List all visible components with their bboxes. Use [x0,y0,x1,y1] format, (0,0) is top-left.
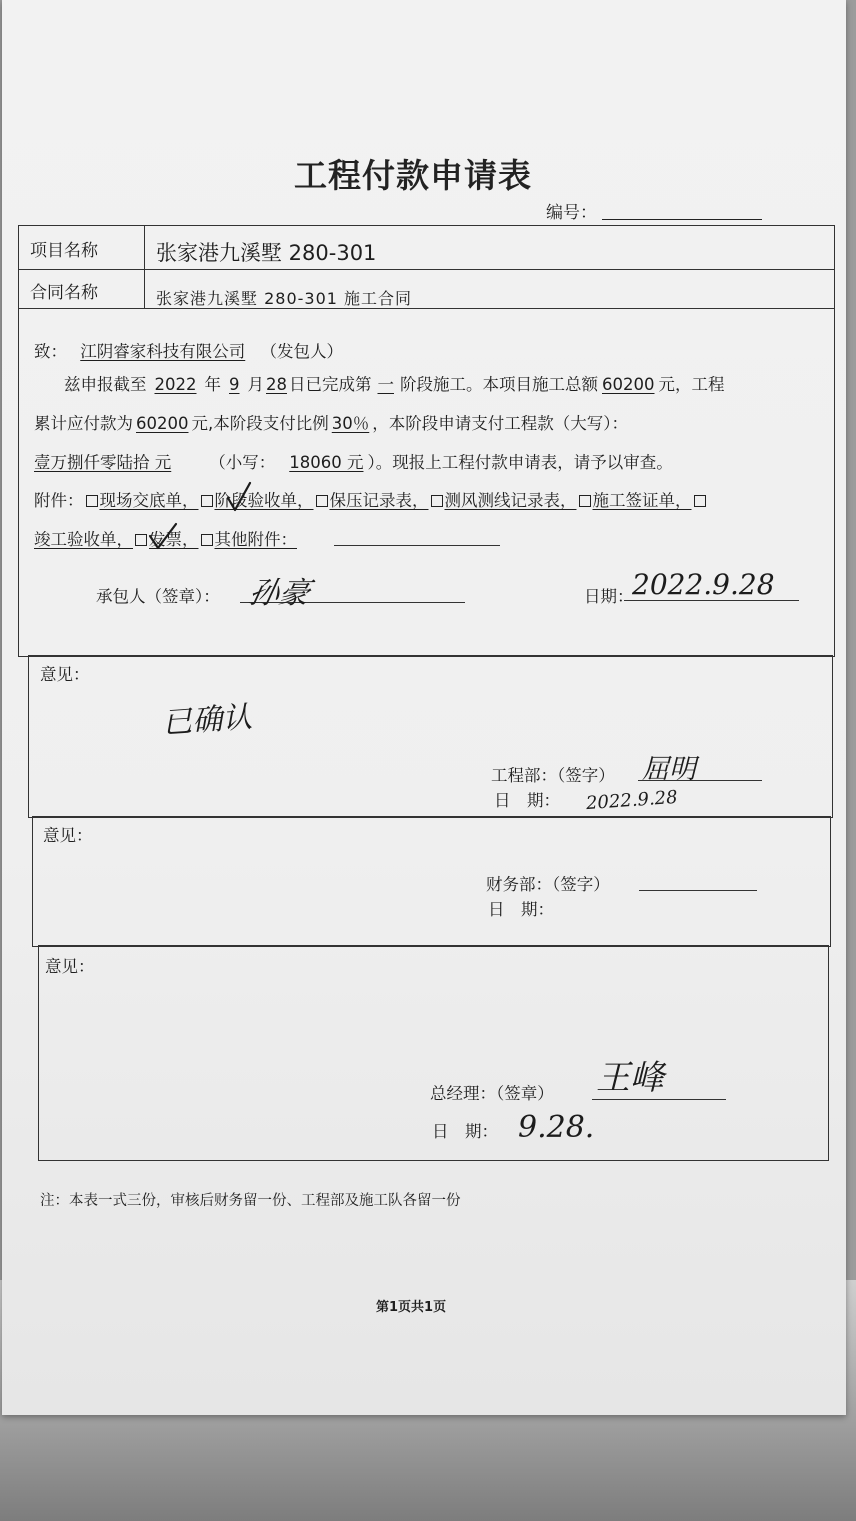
checkbox[interactable] [316,495,328,507]
checkbox[interactable] [431,495,443,507]
declaration-text: ）。现报上工程付款申请表，请予以审查。 [367,453,673,472]
declaration-text: 元，工程 [658,375,725,394]
declaration-text: 年 [204,375,221,394]
checkbox[interactable] [201,495,213,507]
contractor-date: 2022.9.28 [632,568,775,601]
contract-name-value: 张家港九溪墅 280-301 施工合同 [156,289,413,308]
finance-date-label: 日 期： [488,900,554,919]
declaration-day: 28 [266,375,287,394]
form-paper [2,0,846,1415]
recipient-suffix: （发包人） [260,342,343,361]
amount-lowercase: 18060 元 [289,453,364,472]
declaration-text: 元,本阶段支付比例 [191,414,329,433]
finance-signature-field[interactable] [639,890,757,891]
gm-signature-field[interactable] [592,1099,726,1100]
checkbox[interactable] [201,534,213,546]
engineering-opinion: 已确认 [161,699,254,742]
finance-dept-label: 财务部：（签字） [486,875,610,894]
declaration-line-2 [34,410,628,434]
check-mark-icon [147,520,179,552]
form-title: 工程付款申请表 [294,156,532,195]
serial-label: 编号： [546,203,597,223]
serial-field[interactable] [602,219,762,220]
gm-opinion-label: 意见： [45,957,95,976]
gm-date: 9.28. [518,1110,595,1145]
declaration-line-1 [64,371,725,395]
declaration-total: 60200 [602,375,655,394]
gm-signature: 王峰 [596,1058,664,1098]
attachment-item: 测风测线记录表， [444,491,577,510]
attachments-line-1 [34,487,708,511]
recipient-prefix: 致： [34,342,67,361]
engineering-signature: 屈明 [642,754,696,785]
checkbox[interactable] [694,495,706,507]
attachments-prefix: 附件： [34,491,84,510]
checkbox[interactable] [86,495,98,507]
declaration-text: 累计应付款为 [34,414,133,433]
attachment-item: 其他附件： [214,530,297,549]
check-mark-icon [224,480,254,514]
contractor-date-label: 日期： [584,587,634,606]
project-name-value: 张家港九溪墅 280-301 [156,241,377,265]
engineering-section [28,655,833,818]
recipient-line [34,338,343,362]
gm-label: 总经理：（签章） [430,1084,554,1103]
declaration-text: ，本阶段申请支付工程款（大写）： [372,414,628,433]
row-divider [18,308,835,309]
declaration-text: 日已完成第 [289,375,372,394]
declaration-cumulative: 60200 [136,414,189,433]
contractor-label: 承包人（签章）： [96,587,220,606]
declaration-text: 阶段施工。本项目施工总额 [400,375,598,394]
attachment-item: 施工签证单， [592,491,692,510]
other-attachments-field[interactable] [334,545,500,546]
declaration-text: 月 [247,375,264,394]
engineering-date-label: 日 期： [494,791,560,810]
declaration-year: 2022 [154,375,197,394]
declaration-month: 9 [229,375,240,394]
recipient-company: 江阴睿家科技有限公司 [80,342,246,361]
contractor-signature: 孙豪 [245,576,313,611]
project-name-label: 项目名称 [30,241,98,261]
declaration-stage: 一 [377,375,394,394]
engineering-date: 2022.9.28 [585,786,679,815]
row-divider [18,269,835,270]
finance-section [32,816,831,947]
checkbox[interactable] [579,495,591,507]
page-number: 第1页共1页 [376,1300,447,1315]
declaration-text: （小写： [209,453,276,472]
gm-date-label: 日 期： [432,1122,498,1141]
attachment-item: 竣工验收单， [34,530,133,549]
contract-name-label: 合同名称 [30,283,98,303]
attachment-item: 保压记录表， [329,491,429,510]
engineering-dept-label: 工程部：（签字） [491,766,615,785]
attachments-list-1 [84,491,708,510]
engineering-opinion-label: 意见： [40,665,90,684]
attachment-item: 阶段验收单， [214,491,314,510]
attachment-item: 发票， [149,530,199,549]
declaration-line-3 [34,449,673,473]
declaration-ratio: 30％ [331,414,370,433]
checkbox[interactable] [135,534,147,546]
amount-uppercase: 壹万捌仟零陆拾 元 [34,453,172,472]
declaration-text: 兹申报截至 [64,375,147,394]
attachment-item: 现场交底单， [99,491,199,510]
finance-opinion-label: 意见： [43,826,93,845]
footnote: 注：本表一式三份，审核后财务留一份、工程部及施工队各留一份 [40,1193,461,1209]
column-divider [144,225,145,308]
